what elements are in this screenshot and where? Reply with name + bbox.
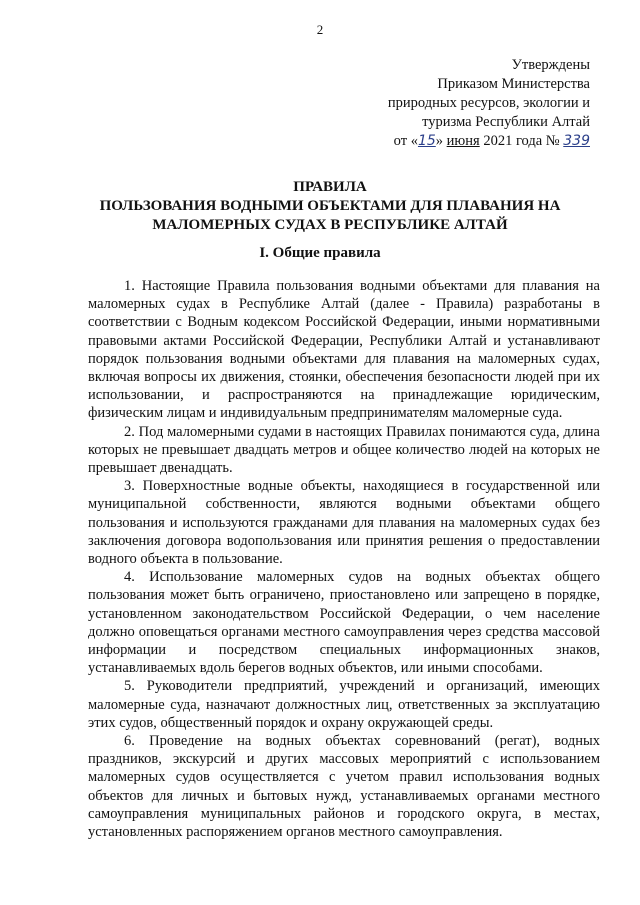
- paragraph-4: 4. Использование маломерных судов на водных объектах общего пользования может быть ограничено, приостановлено или запрещено в порядке, установленном законодательством Российской Федерации, о чем население должно оповещаться органами местного самоуправления через средства массовой информации и посредством специальных информационных знаков, устанавливаемых вдоль берегов водных объектов, или иными способами.: [88, 569, 600, 677]
- approval-line-3: природных ресурсов, экологии и: [387, 95, 590, 111]
- date-prefix: от «: [393, 133, 418, 149]
- date-year: 2021 года №: [483, 133, 560, 149]
- paragraph-6: 6. Проведение на водных объектах соревнований (регат), водных праздников, экскурсий и других массовых мероприятий с использованием маломерных судов осуществляется с учетом правил использования водных объектов для личных и бытовых нужд, устанавливаемых органами местного самоуправления муниципальных районов и городского округа, в местах, установленных распоряжением органов местного самоуправления.: [88, 733, 600, 841]
- approval-line-1: Утверждены: [511, 57, 590, 73]
- paragraph-3: 3. Поверхностные водные объекты, находящиеся в государственной или муниципальной собственности, являются водными объектами общего пользования и используются гражданами для плавания на маломерных судах без заключения договора водопользования или принятия решения о предоставлении водного объекта в пользование.: [88, 478, 600, 568]
- section-heading: I. Общие правила: [259, 245, 381, 261]
- title-line-2: ПОЛЬЗОВАНИЯ ВОДНЫМИ ОБЪЕКТАМИ ДЛЯ ПЛАВАНИЯ НА: [99, 198, 561, 214]
- handwritten-order-number: 339: [563, 133, 590, 149]
- paragraph-5: 5. Руководители предприятий, учреждений и организаций, имеющих маломерные суда, назначают должностных лиц, ответственных за эксплуатацию этих судов, общественный порядок и охрану окружающей среды.: [88, 678, 600, 731]
- document-body: [88, 277, 600, 841]
- date-month: июня: [446, 133, 480, 149]
- approval-line-4: туризма Республики Алтай: [422, 114, 590, 130]
- document-title: [90, 178, 570, 235]
- approval-line-2: Приказом Министерства: [437, 76, 590, 92]
- date-mid: »: [435, 133, 444, 149]
- handwritten-day: 15: [417, 133, 436, 149]
- paragraph-2: 2. Под маломерными судами в настоящих Правилах понимаются суда, длина которых не превышает двадцать метров и общее количество людей на которых не превышает двенадцать.: [88, 423, 600, 477]
- page-number: 2: [316, 22, 324, 37]
- title-line-3: МАЛОМЕРНЫХ СУДАХ В РЕСПУБЛИКЕ АЛТАЙ: [152, 217, 508, 233]
- paragraph-1: 1. Настоящие Правила пользования водными объектами для плавания на маломерных судах в Республике Алтай (далее - Правила) разработаны в соответствии с Водным кодексом Российской Федерации, иными нормативными правовыми актами Российской Федерации, Республики Алтай и устанавливают порядок пользования водными объектами для плавания на маломерных судах, включая вопросы их движения, стоянки, обеспечения безопасности людей при их использовании, и распространяются на принадлежащие юридическим, физическим лицам и индивидуальным предпринимателям маломерные суда.: [88, 278, 600, 422]
- approval-block: [350, 56, 590, 151]
- approval-date-line: [350, 132, 590, 151]
- title-line-1: ПРАВИЛА: [293, 179, 367, 195]
